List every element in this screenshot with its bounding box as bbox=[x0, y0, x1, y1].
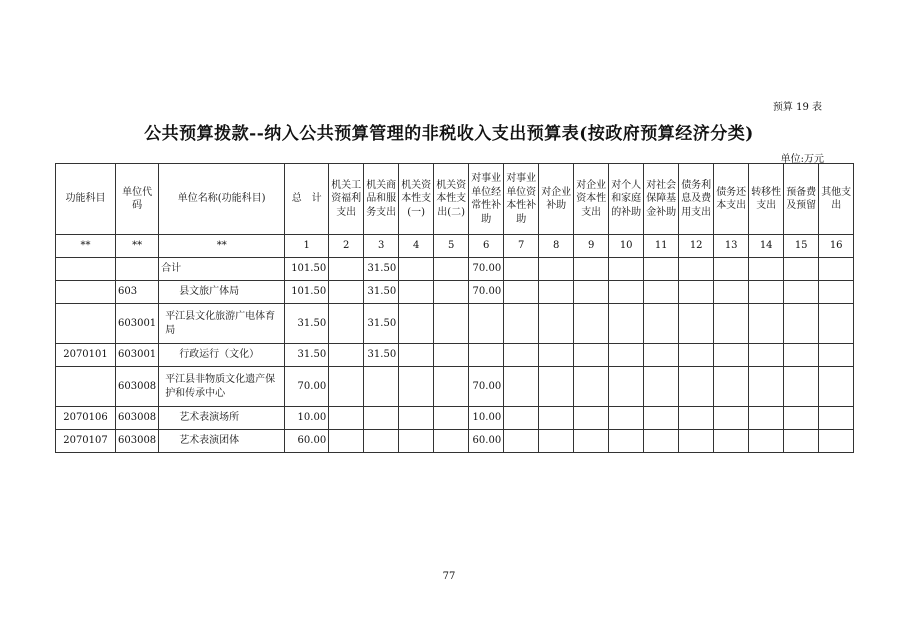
table-number: 预算 19 表 bbox=[772, 102, 822, 113]
c3-cell bbox=[364, 430, 399, 453]
col-number: ** bbox=[116, 235, 159, 258]
col-number: ** bbox=[159, 235, 285, 258]
c6-cell bbox=[469, 304, 504, 344]
unit-code-cell: 603001 bbox=[116, 304, 159, 344]
col-header-2: 机关工资福利支出 bbox=[329, 164, 364, 235]
c6-cell bbox=[469, 344, 504, 367]
header-row bbox=[56, 164, 854, 235]
c6-cell: 10.00 bbox=[469, 407, 504, 430]
unit-name-cell: 行政运行（文化） bbox=[159, 344, 285, 367]
table-row bbox=[56, 304, 854, 344]
c6-cell: 70.00 bbox=[469, 367, 504, 407]
page-number: 77 bbox=[442, 571, 456, 582]
col-number: 12 bbox=[679, 235, 714, 258]
col-number: 8 bbox=[539, 235, 574, 258]
c6-cell: 60.00 bbox=[469, 430, 504, 453]
table-row bbox=[56, 407, 854, 430]
col-number: 6 bbox=[469, 235, 504, 258]
unit-code-cell: 603 bbox=[116, 281, 159, 304]
col-number: 15 bbox=[784, 235, 819, 258]
col-header-6: 对事业单位经常性补助 bbox=[469, 164, 504, 235]
unit-name-cell: 艺术表演场所 bbox=[159, 407, 285, 430]
table-row bbox=[56, 258, 854, 281]
col-number: ** bbox=[56, 235, 116, 258]
col-header-unit-code: 单位代码 bbox=[116, 164, 159, 235]
column-number-row bbox=[56, 235, 854, 258]
col-header-11: 对社会保障基金补助 bbox=[644, 164, 679, 235]
col-number: 16 bbox=[819, 235, 854, 258]
col-header-13: 债务还本支出 bbox=[714, 164, 749, 235]
unit-code-cell: 603008 bbox=[116, 430, 159, 453]
c3-cell bbox=[364, 367, 399, 407]
unit-label: 单位:万元 bbox=[780, 154, 824, 165]
col-number: 13 bbox=[714, 235, 749, 258]
col-number: 9 bbox=[574, 235, 609, 258]
col-header-total: 总 计 bbox=[285, 164, 329, 235]
table-row bbox=[56, 344, 854, 367]
total-cell: 10.00 bbox=[285, 407, 329, 430]
col-number: 7 bbox=[504, 235, 539, 258]
func-code-cell bbox=[56, 367, 116, 407]
col-number: 4 bbox=[399, 235, 434, 258]
c6-cell: 70.00 bbox=[469, 258, 504, 281]
col-number: 3 bbox=[364, 235, 399, 258]
unit-name-cell: 平江县文化旅游广电体育局 bbox=[159, 304, 285, 344]
func-code-cell bbox=[56, 281, 116, 304]
budget-table bbox=[55, 163, 854, 453]
col-header-7: 对事业单位资本性补助 bbox=[504, 164, 539, 235]
col-header-16: 其他支出 bbox=[819, 164, 854, 235]
col-header-4: 机关资本性支(一) bbox=[399, 164, 434, 235]
func-code-cell: 2070106 bbox=[56, 407, 116, 430]
col-header-unit-name: 单位名称(功能科目) bbox=[159, 164, 285, 235]
unit-name-cell: 艺术表演团体 bbox=[159, 430, 285, 453]
col-header-10: 对个人和家庭的补助 bbox=[609, 164, 644, 235]
col-header-14: 转移性支出 bbox=[749, 164, 784, 235]
func-code-cell: 2070107 bbox=[56, 430, 116, 453]
func-code-cell bbox=[56, 258, 116, 281]
col-header-func-code: 功能科目 bbox=[56, 164, 116, 235]
c3-cell: 31.50 bbox=[364, 344, 399, 367]
col-header-3: 机关商品和服务支出 bbox=[364, 164, 399, 235]
col-number: 1 bbox=[285, 235, 329, 258]
col-number: 11 bbox=[644, 235, 679, 258]
unit-code-cell: 603008 bbox=[116, 367, 159, 407]
unit-name-cell: 县文旅广体局 bbox=[159, 281, 285, 304]
col-number: 2 bbox=[329, 235, 364, 258]
unit-code-cell bbox=[116, 258, 159, 281]
table-row bbox=[56, 430, 854, 453]
c3-cell bbox=[364, 407, 399, 430]
c3-cell: 31.50 bbox=[364, 281, 399, 304]
unit-name-cell: 平江县非物质文化遗产保护和传承中心 bbox=[159, 367, 285, 407]
page-title: 公共预算拨款--纳入公共预算管理的非税收入支出预算表(按政府预算经济分类) bbox=[144, 124, 754, 144]
col-header-9: 对企业资本性支出 bbox=[574, 164, 609, 235]
total-cell: 101.50 bbox=[285, 281, 329, 304]
total-cell: 101.50 bbox=[285, 258, 329, 281]
table-row bbox=[56, 281, 854, 304]
col-header-5: 机关资本性支出(二) bbox=[434, 164, 469, 235]
table-row bbox=[56, 367, 854, 407]
c6-cell: 70.00 bbox=[469, 281, 504, 304]
func-code-cell bbox=[56, 304, 116, 344]
total-cell: 31.50 bbox=[285, 304, 329, 344]
col-number: 5 bbox=[434, 235, 469, 258]
col-number: 10 bbox=[609, 235, 644, 258]
col-number: 14 bbox=[749, 235, 784, 258]
unit-code-cell: 603008 bbox=[116, 407, 159, 430]
col-header-12: 债务利息及费用支出 bbox=[679, 164, 714, 235]
total-cell: 70.00 bbox=[285, 367, 329, 407]
c3-cell: 31.50 bbox=[364, 258, 399, 281]
unit-name-cell: 合计 bbox=[159, 258, 285, 281]
func-code-cell: 2070101 bbox=[56, 344, 116, 367]
unit-code-cell: 603001 bbox=[116, 344, 159, 367]
c3-cell: 31.50 bbox=[364, 304, 399, 344]
col-header-8: 对企业补助 bbox=[539, 164, 574, 235]
total-cell: 60.00 bbox=[285, 430, 329, 453]
col-header-15: 预备费及预留 bbox=[784, 164, 819, 235]
total-cell: 31.50 bbox=[285, 344, 329, 367]
